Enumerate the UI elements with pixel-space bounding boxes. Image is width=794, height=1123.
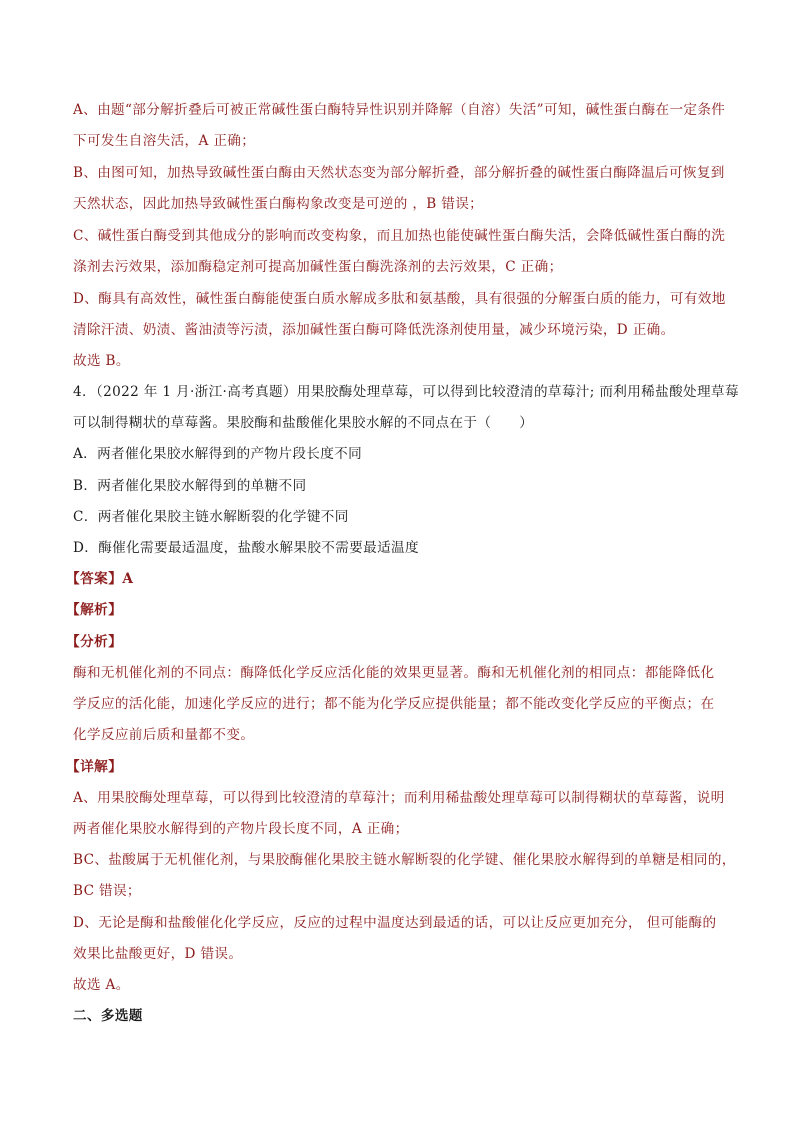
detail-d-line-1: D、无论是酶和盐酸催化化学反应，反应的过程中温度达到最适的话，可以让反应更加充分， 但可能酶的 (73, 915, 717, 931)
explanation-a-line-2: 下可发生自溶失活，A 正确； (73, 133, 256, 149)
fenxi-line-3: 化学反应前后质和量都不变。 (73, 727, 255, 743)
fenxi-tag: 【分析】 (66, 634, 123, 650)
conclusion-q4: 故选 A。 (73, 977, 130, 993)
question-4-stem-line-1: 4．（2022 年 1 月·浙江·高考真题）用果胶酶处理草莓，可以得到比较澄清的草莓汁; 而利用稀盐酸处理草莓 (73, 384, 739, 400)
explanation-d-line-2: 清除汗渍、奶渍、酱油渍等污渍，添加碱性蛋白酶可降低洗涤剂使用量，减少环境污染，D 正确。 (73, 322, 675, 338)
question-4-stem-line-2: 可以制得糊状的草莓酱。果胶酶和盐酸催化果胶水解的不同点在于（ ） (73, 415, 534, 431)
fenxi-line-1: 酶和无机催化剂的不同点：酶降低化学反应活化能的效果更显著。酶和无机催化剂的相同点：都能降低化 (73, 665, 715, 681)
option-c: C．两者催化果胶主链水解断裂的化学键不同 (73, 509, 349, 525)
detail-tag: 【详解】 (66, 759, 123, 775)
answer-tag: 【答案】A (66, 571, 134, 587)
detail-bc-line-1: BC、盐酸属于无机催化剂，与果胶酶催化果胶主链水解断裂的化学键、催化果胶水解得到的单糖是相同的， (73, 852, 736, 868)
detail-bc-line-2: BC 错误； (73, 883, 141, 899)
explanation-b-line-2: 天然状态，因此加热导致碱性蛋白酶构象改变是可逆的 ，B 错误； (73, 196, 484, 212)
section-title: 二、多选题 (73, 1008, 143, 1024)
option-a: A．两者催化果胶水解得到的产物片段长度不同 (73, 446, 363, 462)
detail-d-line-2: 效果比盐酸更好，D 错误。 (73, 946, 243, 962)
explanation-c-line-1: C、碱性蛋白酶受到其他成分的影响而改变构象，而且加热也能使碱性蛋白酶失活，会降低碱性蛋白酶的洗 (73, 228, 726, 244)
explanation-b-line-1: B、由图可知，加热导致碱性蛋白酶由天然状态变为部分解折叠，部分解折叠的碱性蛋白酶降温后可恢复到 (73, 165, 725, 181)
option-d: D．酶催化需要最适温度，盐酸水解果胶不需要最适温度 (73, 540, 419, 556)
fenxi-line-2: 学反应的活化能，加速化学反应的进行；都不能为化学反应提供能量；都不能改变化学反应的平衡点；在 (73, 696, 715, 712)
explanation-d-line-1: D、酶具有高效性，碱性蛋白酶能使蛋白质水解成多肽和氨基酸，具有很强的分解蛋白质的能力，可有效地 (73, 291, 726, 307)
detail-a-line-2: 两者催化果胶水解得到的产物片段长度不同，A 正确； (73, 821, 409, 837)
conclusion-q3: 故选 B。 (73, 353, 130, 369)
analysis-tag: 【解析】 (66, 602, 123, 618)
option-b: B．两者催化果胶水解得到的单糖不同 (73, 478, 307, 494)
explanation-a-line-1: A、由题“部分解折叠后可被正常碱性蛋白酶特异性识别并降解（自溶）失活”可知，碱性蛋白酶在一定条件 (73, 102, 726, 118)
explanation-c-line-2: 涤剂去污效果，添加酶稳定剂可提高加碱性蛋白酶洗涤剂的去污效果，C 正确； (73, 259, 563, 275)
detail-a-line-1: A、用果胶酶处理草莓，可以得到比较澄清的草莓汁；而利用稀盐酸处理草莓可以制得糊状的草莓酱，说明 (73, 790, 725, 806)
